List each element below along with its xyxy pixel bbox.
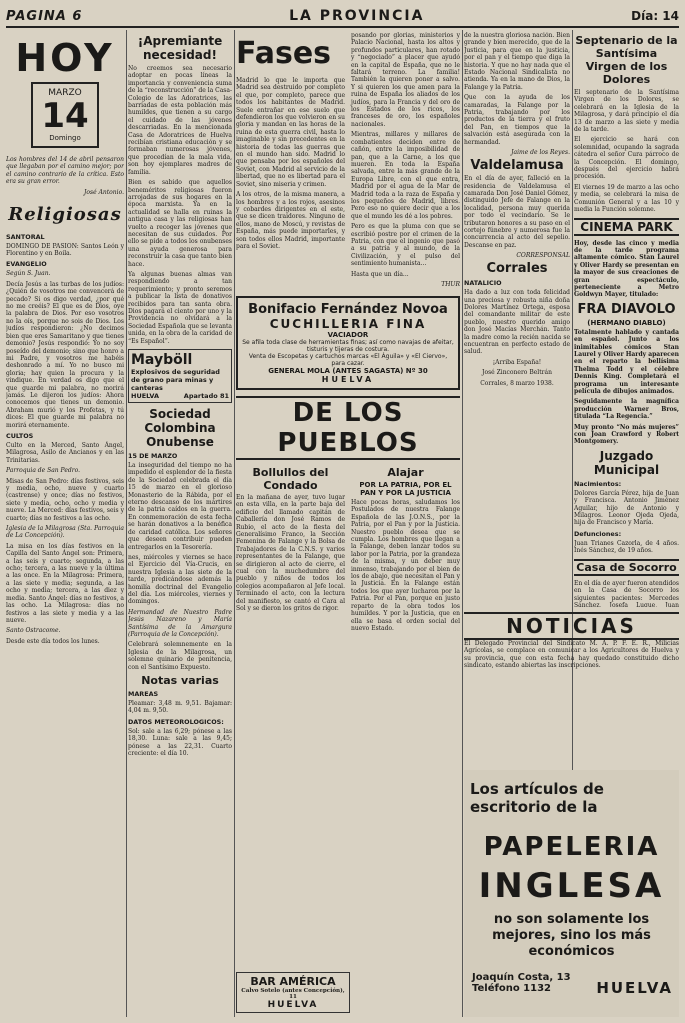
cinema-heading: CINEMA PARK (574, 218, 679, 236)
ad-city: HUELVA (596, 979, 673, 997)
apremiante-title: ¡Apremiante necesidad! (137, 34, 223, 62)
column-rule (462, 30, 463, 1017)
corrales-sig-2: José Zinconero Beltrán (482, 369, 552, 377)
iglesia-heading: Iglesia de la Milagrosa (Sta. Parroquia de La Concepción). (6, 525, 124, 540)
fra-diavolo-text: Totalmente hablado y cantada en español. Junto a los inimitables cómicos Stan Laurel y Oliver Hardy aparecen en el reparto la bellísima Thelma Todd y el célebre Dennis King. Completará el programa un interesante película de dibujos animados. (574, 328, 679, 395)
quote-author: José Antonio. (84, 188, 124, 196)
mayboll-sub: Explosivos de seguridad de grano para minas y canteras (131, 368, 220, 393)
fases-text-5: Pero es que la pluma con que se escribió postre por el crimen de la Patria, con que el ingenio que pasó a su patria y al mundo, de la Civilización, y el pulso del sentimiento humanista... (351, 223, 460, 268)
cuchilleria-ad (236, 296, 460, 390)
column-rule (126, 30, 127, 1017)
fases-text-1: Madrid lo que le importa que Madrid sea destruido por completo el que, por completo, parece que todos los habitantes de Madrid. Suele entrañar en ese suelo que defendieron los que volvieron en su gloria y mandan en las horas de la ruina de esta guerra civil, hasta lo imaginable y sin precedentes en la historia de todas las guerras que en el mundo han sido. Madrid lo que pensaba por los españoles del Soviet, con Madrid al servicio de la libertad, que no es libertad para el Soviet, sino miseria y crimen. (236, 77, 345, 188)
casa-socorro-heading: Casa de Socorro (574, 559, 679, 576)
newspaper-name: LA PROVINCIA (289, 8, 425, 24)
apremiante-text-3: Ya algunas buenas almas van respondiendo a tan requerimiento; y pronto seremos a publicar la lista de donativos recibidos para tan santa obra. Dios pagará el ciento por uno y la Providencia no olvidará a la Sociedad Española que se levanta unida, en la obra de la caridad de “Es Español”. (128, 270, 232, 345)
ad-city: HUELVA (321, 375, 375, 384)
fases-text-4: Mientras, millares y millares de combatientes deciden entre de cañón, entre la imposibilidad de pan, que a la Carne, a los que mueren. En toda la España salvada, entre la más grande de la Europa Libre, con el que entra, Madrid por el agua de la Mar de Madrid toda a la raza de España y los pequeños de Madrid, libres. Pero eso no quiere decir que a los que el mundo les dé a los pobres. (351, 131, 460, 220)
religiosas-heading: Religiosas (8, 203, 122, 225)
ad-line-4: no son solamente los mejores, sino los más económicos (492, 912, 651, 959)
notas-heading: Notas varias (141, 674, 219, 687)
column-5 (574, 32, 679, 607)
sociedad-text-2: nes, miércoles y viernes se hace el Ejercicio del Vía-Crucis, en nuestra Iglesia a las siete de la tarde, predicándose además la homilía doctrinal del Evangelio del día. Los miércoles, viernes y domingos. (128, 553, 232, 606)
nacimientos-heading: Nacimientos: (574, 479, 622, 488)
col4-signature: Jaime de los Reyes. (511, 149, 570, 157)
parroquia-text: Misas de San Pedro: días festivos, seis y media, ocho, nueve y cuarto (castrense) y once; días no festivos, siete y media, ocho, ocho y media y nueve. La Merced: días festivos, seis y cuarto; días no festivos a las ocho. (6, 477, 124, 522)
issue-day: Día: 14 (631, 9, 679, 23)
juzgado-title: Juzgado Municipal (593, 448, 660, 477)
mayboll-ad (128, 349, 232, 403)
column-2 (128, 32, 232, 1017)
noticias-heading: NOTICIAS (464, 612, 679, 640)
datos-text: Sol: sale a las 6,29; pónese a las 18,30. Luna: sale a las 9,45; pónese a las 22,31. Cuarto creciente: el día 10. (128, 727, 232, 758)
sociedad-date: 15 DE MARZO (128, 452, 178, 461)
septenario-text-2: El ejercicio se hará con solemnidad, ocupando la sagrada cátedra el señor Cura párroco de la Concepción. El domingo, después del ejercicio habrá procesión. (574, 136, 679, 181)
ad-head: CUCHILLERIA FINA (269, 317, 427, 331)
ad-address: Joaquín Costa, 13 (472, 972, 571, 983)
fases-text-2: A los otros, de la misma manera, a los hombres y a los rojos, asesinos y cobardes dirigentes en el este, que se dicen traidores. Ninguno de ellos, mano de Moscú, y revistas de España, más puede importarles, y son todos ellos Madrid, importante para el Soviet. (236, 191, 345, 250)
cultos-heading: CULTOS (6, 431, 34, 440)
fases-title: Fases (236, 36, 332, 71)
hoy-heading: HOY (15, 36, 115, 80)
ad-papeleria: PAPELERIA (483, 832, 660, 862)
parroquia-heading: Parroquia de San Pedro. (6, 467, 81, 475)
corrales-sig-1: ¡Arriba España! (492, 358, 542, 366)
casa-socorro-text: En el día de ayer fueron atendidos en la Casa de Socorro los siguientes pacientes: Mercedes Sánchez, Josefa Luque, Juan (574, 579, 679, 607)
bar-address: Calvo Sotelo (antes Concepción), 11 (241, 988, 345, 1000)
ad-phone: Teléfono 1132 (472, 983, 552, 994)
corrales-sig-3: Corrales, 8 marzo 1938. (480, 379, 554, 387)
apremiante-text-1: No creemos sea necesario adoptar en pocas líneas la importancia y conveniencia suma de la “reconstrucción” de la Casa-Colegio de las Adoratrices, las barriadas de esta población más humildes, que tienen a su cargo el cuidado de las jóvenes descarriadas. En la mencionada Casa de Adoratrices de Huelva recibían cristiana educación y se formaban numerosas jóvenes, que procedían de la mala vida, son hoy ejemplares madres de familia. (128, 65, 232, 176)
col4-text-1: de la nuestra gloriosa nación. Bien grande y bien merecido, que de la Justicia, para que en la justicia, por el pan y el tiempo que diga la historia. Y que no hay nada que el Estado Nacional Sindicalista no atienda. Ya en la mano de Dios, la Falange y la Patria. (464, 32, 570, 91)
bar-name: BAR AMÉRICA (250, 975, 336, 988)
bollullos-title: Bollullos del Condado (252, 466, 329, 492)
sociedad-text: La inseguridad del tiempo no ha impedido el esplendor de la fiesta de la Sociedad celebrada el día 15 de marzo en el glorioso Monasterio de la Rábida, por el eterno descanso de los mártires de la patria caídos en la guerra. En conmemoración de esta fecha se harán donativos a la benéfica de caridad católica. Los señores que deseen contribuir pueden entregarlos en la Tesorería. (128, 462, 232, 551)
ad-inglesa: INGLESA (478, 866, 665, 906)
column-rule (234, 30, 235, 1017)
date-month: MARZO (48, 88, 82, 98)
ad-owner: Bonifacio Fernández Novoa (248, 302, 448, 317)
septenario-text-3: El viernes 19 de marzo a las ocho y media, se celebrará la misa de Comunión General y a las 10 y media la Función solemne. (574, 183, 679, 214)
valdelamusa-text: En el día de ayer, falleció en la residencia de Valdelamusa el camarada Don José Daniel Gómez, distinguido Jefe de Falange en la localidad, persona muy querida por todo el vecindario. Se le tributaron honores a su paso en el cortejo fúnebre y numerosa fue la concurrencia al acto del sepelio. Descanse en paz. (464, 175, 570, 249)
column-1 (6, 32, 124, 1017)
mareas-text: Pleamar: 3,48 m. 9,51. Bajamar: 4,04 m. 9,50. (128, 700, 232, 715)
ad-text-2: Venta de Escopetas y cartuchos marcas «El Águila» y «El Ciervo», para cazar. (248, 353, 448, 367)
bar-america-ad (236, 972, 350, 1013)
mareas-heading: MAREAS (128, 690, 159, 698)
hermandad-text: Celebrará solemnemente en la Iglesia de la Milagrosa, un solemne quinario de penitencia, con el Santísimo Expuesto. (128, 641, 232, 671)
fra-diavolo-sub: (HERMANO DIABLO) (587, 318, 666, 327)
apremiante-text-2: Bien es sabido que aquellos beneméritos religiosas fueron arrojadas de sus hogares en la época marxista. Ya en la actualidad se halla en ruinas la antigua casa y las religiosas han vuelto a recoger las jóvenes que necesitan de sus cuidados. Por ello se pide a todos los onubenses una ayuda generosa para reconstruir la casa que tanto bien hace. (128, 179, 232, 268)
bollullos-text: En la mañana de ayer, tuvo lugar en esta villa, en la parte baja del edificio del llamado capitán de Caballería don José Ramos de Rubio, el acto de la fiesta del Generalísimo Franco, la Sección Femenina de Falange y la Bolsa de Trabajadores de la C.N.S. y varios representantes de la Falange, que se dirigieron al acto de cierre, el cual con la muchedumbre del pueblo y niños de todos los colegios acompañaron al Jefe local. Terminado el acto, con la lectura del manifiesto, se cantó el Cara al Sol y se dieron los gritos de rigor. (236, 494, 345, 613)
evangelio-ref: Según S. Juan. (6, 270, 51, 278)
mayboll-apartado: Apartado 81 (183, 392, 229, 401)
quote: Los hombres del 14 de abril pensaron que llegaban por el camino mejor; por el camino contrario de la crítica. Esto era su gran error. (6, 156, 124, 186)
valdelamusa-title: Valdelamusa (470, 158, 564, 174)
ad-line-1: Los artículos de escritorio de la (470, 780, 604, 816)
natalicio-text: Ha dado a luz con toda felicidad una preciosa y robusta niña doña Dolores Martínez Ortega, esposa del comandante militar de este pueblo, nuestro querido amigo don José Macías Merchán. Tanto la madre como la recién nacida se encuentran en perfecto estado de salud. (464, 289, 570, 356)
evangelio-text: Decía Jesús a las turbas de los judíos: ¿Quién de vosotros me convencerá de pecado? Si os digo verdad, ¿por qué no me creéis? El que es de Dios, oye la palabra de Dios. Por eso vosotros no la oís, porque no sois de Dios. Los judíos respondieron: ¿No decimos bien que eres Samaritano y que tienes demonio? Jesús respondió: Yo no soy poseído del demonio; sino que honro a mi Padre, y vosotros me habéis deshonrado a mí. Yo no busco mi gloria; hay quien la procura y la vindique. En verdad os digo que el que guarde mi palabra, no morirá jamás. Le dijeron los judíos: Ahora conocemos que tienes un demonio. Abraham murió y los Profetas, y tú dices: El que guarde mi palabra no morirá eternamente. (6, 280, 124, 429)
col4-text-2: Que con la ayuda de los camaradas, la Falange por la Patria, trabajando por los productos de la tierra y el fruto del Pan, en tiempos que la salvación está asegurada con la hermandad. (464, 94, 570, 146)
nacimientos-text: Dolores García Pérez, hija de Juan y Francisca. Antonio Jiménez Aguilar, hijo de Antonio y Milagros. Leonor Ojeda Ojeda, hija de Francisco y María. (574, 489, 679, 527)
evangelio-heading: EVANGELIO (6, 260, 47, 269)
ad-text-1: Se afila toda clase de herramientas finas; así como navajas de afeitar, tisturis y tijeras de costura. (242, 339, 454, 353)
de-los-pueblos-banner: DE LOS PUEBLOS (236, 396, 460, 460)
fases-signature: THUR (441, 281, 460, 288)
santo-heading: Santo Ostracome. (6, 627, 61, 635)
papeleria-inglesa-ad (464, 770, 679, 1017)
noticias-section (464, 612, 679, 764)
corrales-title: Corrales (486, 261, 548, 277)
septenario-title: Septenario de la Santísima Virgen de los Dolores (575, 34, 678, 86)
date-weekday: Domingo (49, 134, 81, 142)
mayboll-city: HUELVA (131, 392, 160, 401)
ad-address: GENERAL MOLA (ANTES SAGASTA) Nº 30 (268, 367, 428, 375)
hermandad-heading: Hermandad de Nuestro Padre Jesús Nazareno y María Santísima de la Amargura (Parroquia de la Concepción). (128, 608, 232, 638)
cinema-text: Hoy, desde las cinco y media de la tarde programa altamente cómico. Stan Laurel y Oliver Hardy se presentan en la mayor de sus creaciones de gran espectáculo, perteneciente a Metro Goldwyn Mayer, titulado: (574, 239, 679, 299)
page-number: PAGINA 6 (6, 8, 83, 24)
fases-text-6: Hasta que un día... (351, 270, 409, 278)
valdelamusa-signature: CORRESPONSAL (516, 252, 570, 260)
mayboll-name: Mayböll (131, 352, 193, 369)
fra-diavolo-text-2: Seguidamente la magnífica producción Warner Bros, titulada “La Regencia.” (574, 398, 679, 421)
alajar-subtitle: POR LA PATRIA, POR EL PAN Y POR LA JUSTICIA (359, 481, 452, 497)
ad-sub: VACIADOR (327, 331, 369, 339)
fra-diavolo-text-3: Muy pronto “No más mujeres” con Joan Crawford y Robert Montgomery. (574, 423, 679, 446)
page-header (6, 6, 679, 28)
fra-diavolo-title: FRA DIAVOLO (577, 301, 676, 317)
santoral-text: DOMINGO DE PASION: Santos León y Florentino y en Boila. (6, 242, 124, 258)
defunciones-heading: Defunciones: (574, 529, 622, 538)
natalicio-heading: NATALICIO (464, 279, 502, 288)
alajar-text: Hace pocas horas, saludamos los Postulados de nuestra Falange Española de las J.O.N.S., por la Patria, por el Pan y por la Justicia. Nuestro pueblo desea que se cumpla. Los hombres que llegan a la Falange, deben lanzar todos su labor por la Patria, por la grandeza de la misma, y un deber muy inmenso, trabajando por el bien de los de abajo, que necesitan el Pan y la Justicia. En la Falange están todos los que ayer lucharon por la Patria. Por el Pan, porque en justo reparto de la obra todos los humildes. Y por la Justicia, que en ella se basa el orden social del nuevo Estado. (351, 499, 460, 632)
cultos-text: Culto en la Merced, Santo Ángel, Milagrosa, Asilo de Ancianos y en las Trinitarias. (6, 441, 124, 464)
bar-city: HUELVA (267, 1000, 319, 1010)
alajar-title: Alajar (387, 466, 424, 479)
date-day: 14 (41, 96, 89, 136)
iglesia-text: La misa en los días festivos en la Capilla del Santo Ángel son: Primera, a las seis y cuarto; segunda, a las ocho; tercera, a las nueve y la última a las once. En la Milagrosa: Primera, a las siete y media; segunda, a las ocho y media; tercera, a las diez y media. Santo Ángel: días no festivos, a las ocho. La Milagrosa: días no festivos a las siete y media y a las nueve. (6, 542, 124, 624)
column-3 (236, 32, 460, 1017)
noticias-text: El Delegado Provincial del Sindicato M. A. P. F. E. R., Milicias Agrícolas, se complace en comunicar a los Agricultores de Huelva y su provincia, que con esta fecha hay quedado constituido dicho sindicato, estando abiertas las inscripciones. (464, 640, 679, 670)
sociedad-title: Sociedad Colombina Onubense (144, 407, 216, 450)
date-box (31, 82, 99, 148)
defunciones-text: Juan Trianes Cazorla, de 4 años. Inés Sánchez, de 19 años. (574, 539, 679, 555)
septenario-text-1: El septenario de la Santísima Virgen de los Dolores, se celebrará en la Iglesia de la Milagrosa, y dará principio el día 13 de marzo a las siete y media de la tarde. (574, 89, 679, 134)
fases-text-3: posando por glorias, ministerios y Palacio Nacional, hasta los altos y profundos particulares, han rotado y “negociado” a placer que ayudó en la capital de España, que no le faltará terreno. La familia! También la quieren poner a salvo. Y si quieren los que amen para la ruina de España los aliados de los judíos, para la Francia y del oro de los Estados de los ricos, los franceses de oro, los españoles nacionales. (351, 32, 460, 128)
datos-heading: DATOS METEOROLOGICOS: (128, 717, 224, 726)
santoral-heading: SANTORAL (6, 232, 45, 241)
santo-text: Desde este día todos los lunes. (6, 637, 100, 645)
